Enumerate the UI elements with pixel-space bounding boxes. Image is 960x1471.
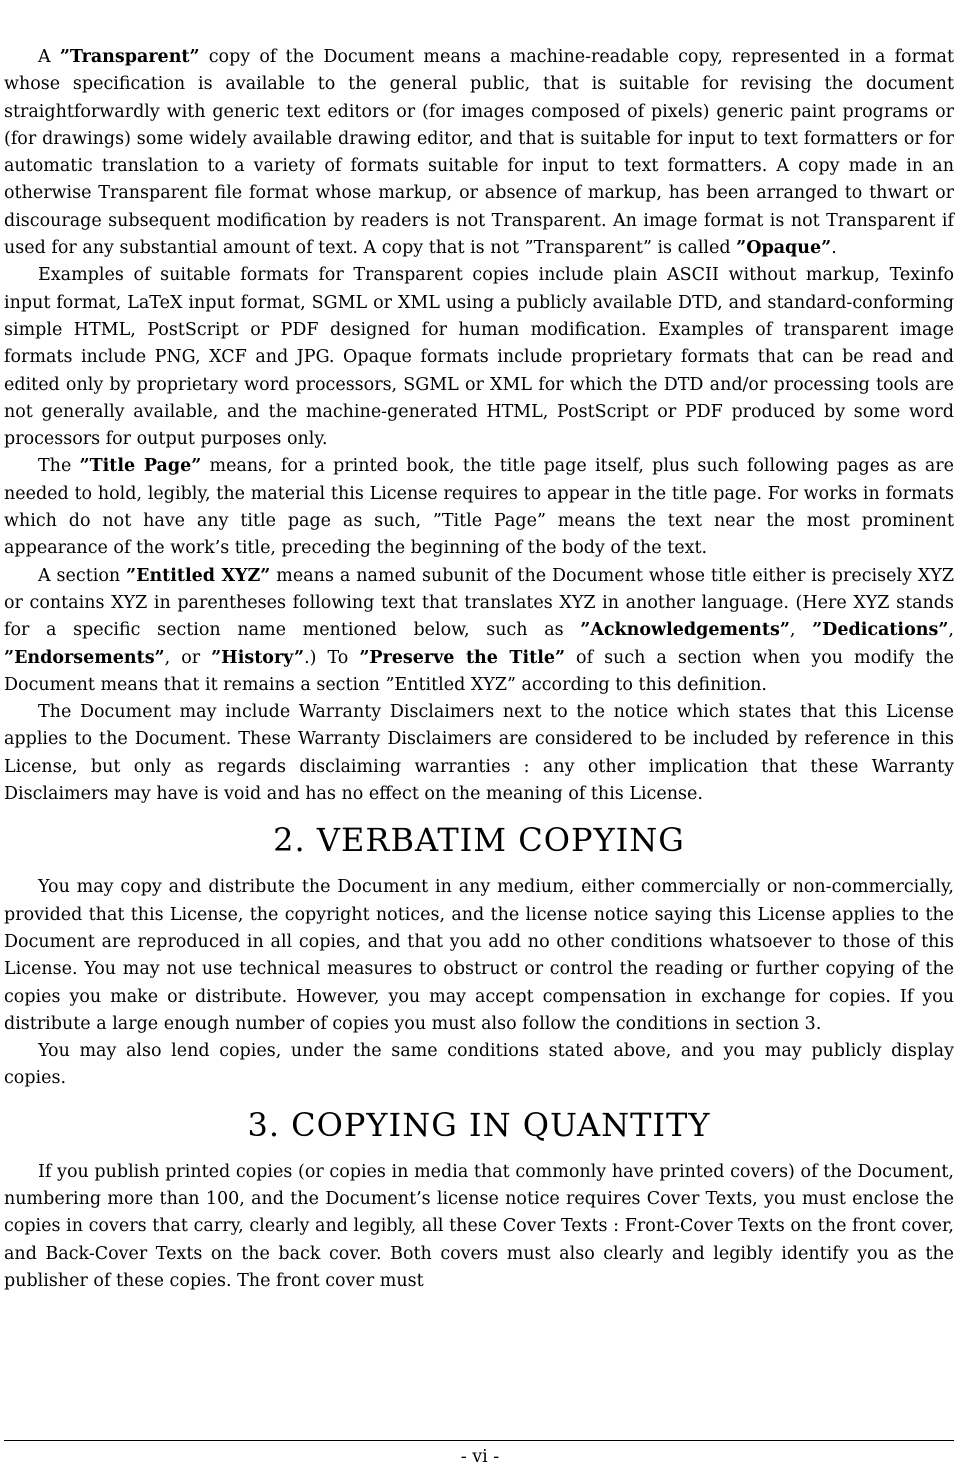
paragraph-verbatim-copying: You may copy and distribute the Document in any medium, either commercially or non-commercially, provided that this License, the copyright notices, and the license notice saying this License applies to the Document are reproduced in all copies, and that you add no other conditions whatsoever to those of this License. You may not use technical measures to obstruct or control the reading or further copying of the copies you make or distribute. However, you may accept compensation in exchange for copies. If you distribute a large enough number of copies you must also follow the conditions in section 3. — [4, 877, 954, 1034]
paragraph-lend-copies: You may also lend copies, under the same conditions stated above, and you may publicly display copies. — [4, 1041, 954, 1089]
paragraph-title-page-definition — [4, 453, 954, 562]
page-number: - vi - — [460, 1447, 500, 1467]
text-run: , — [789, 620, 813, 641]
paragraph-entitled-xyz-definition — [4, 563, 954, 699]
term-acknowledgements: ”Acknowledgements” — [580, 620, 790, 641]
text-run: means, for a printed book, the title page itself, plus such following pages as are needed to hold, legibly, the material this License requires to appear in the title page. For works in formats which do not have any title page as such, ”Title Page” means the text near the most prominent appearance of the work’s title, preceding the beginning of the body of the text. — [4, 456, 954, 559]
text-run: . — [831, 238, 837, 259]
paragraph-format-examples: Examples of suitable formats for Transparent copies include plain ASCII without markup, Texinfo input format, LaTeX input format, SGML or XML using a publicly available DTD, and standard-conforming simple HTML, PostScript or PDF designed for human modification. Examples of transparent image formats include PNG, XCF and JPG. Opaque formats include proprietary formats that can be read and edited only by proprietary word processors, SGML or XML for which the DTD and/or processing tools are not generally available, and the machine-generated HTML, PostScript or PDF produced by some word processors for output purposes only. — [4, 265, 954, 450]
text-run: of such a section when you modify the Document means that it remains a section ”Entitled XYZ” according to this definition. — [4, 647, 954, 695]
term-history: ”History” — [211, 647, 305, 668]
text-run: means a named subunit of the Document whose title either is precisely XYZ or contains XYZ in parentheses following text that translates XYZ in another language. (Here XYZ stands for a specific section name mentioned below, such as — [4, 565, 954, 641]
text-run: .) To — [304, 647, 360, 668]
text-run: A — [38, 47, 60, 67]
term-endorsements: ”Endorsements” — [4, 647, 165, 668]
document-page — [4, 44, 954, 1295]
text-run: The — [38, 456, 80, 477]
paragraph-transparent-definition — [4, 44, 954, 262]
term-title-page: ”Title Page” — [79, 456, 202, 477]
text-run: , or — [164, 647, 212, 668]
term-opaque: ”Opaque” — [736, 238, 832, 259]
term-preserve-the-title: ”Preserve the Title” — [359, 647, 566, 668]
section-heading-verbatim-copying: 2. VERBATIM COPYING — [273, 821, 685, 860]
term-dedications: ”Dedications” — [812, 620, 949, 641]
term-transparent: ”Transparent” — [59, 47, 200, 67]
text-run: , — [948, 620, 954, 641]
text-run: copy of the Document means a machine-readable copy, represented in a format whose specification is available to the general public, that is suitable for revising the document straightforwardly with generic text editors or (for images composed of pixels) generic paint programs or (for drawings) some widely available drawing editor, and that is suitable for input to text formatters or for automatic translation to a variety of formats suitable for input to text formatters. A copy made in an otherwise Transparent file format whose markup, or absence of markup, has been arranged to thwart or discourage subsequent modification by readers is not Transparent. An image format is not Transparent if used for any substantial amount of text. A copy that is not ”Transparent” is called — [4, 47, 955, 259]
term-entitled-xyz: ”Entitled XYZ” — [126, 565, 271, 586]
footer-divider — [4, 1440, 954, 1441]
text-run: A section — [38, 565, 127, 586]
section-heading-copying-in-quantity: 3. COPYING IN QUANTITY — [247, 1105, 711, 1144]
paragraph-warranty-disclaimers: The Document may include Warranty Disclaimers next to the notice which states that this License applies to the Document. These Warranty Disclaimers are considered to be included by reference in this License, but only as regards disclaiming warranties : any other implication that these Warranty Disclaimers may have is void and has no effect on the meaning of this License. — [4, 702, 954, 805]
paragraph-copying-in-quantity: If you publish printed copies (or copies in media that commonly have printed covers) of the Document, numbering more than 100, and the Document’s license notice requires Cover Texts, you must enclose the copies in covers that carry, clearly and legibly, all these Cover Texts : Front-Cover Texts on the front cover, and Back-Cover Texts on the back cover. Both covers must also clearly and legibly identify you as the publisher of these copies. The front cover must — [4, 1161, 954, 1291]
